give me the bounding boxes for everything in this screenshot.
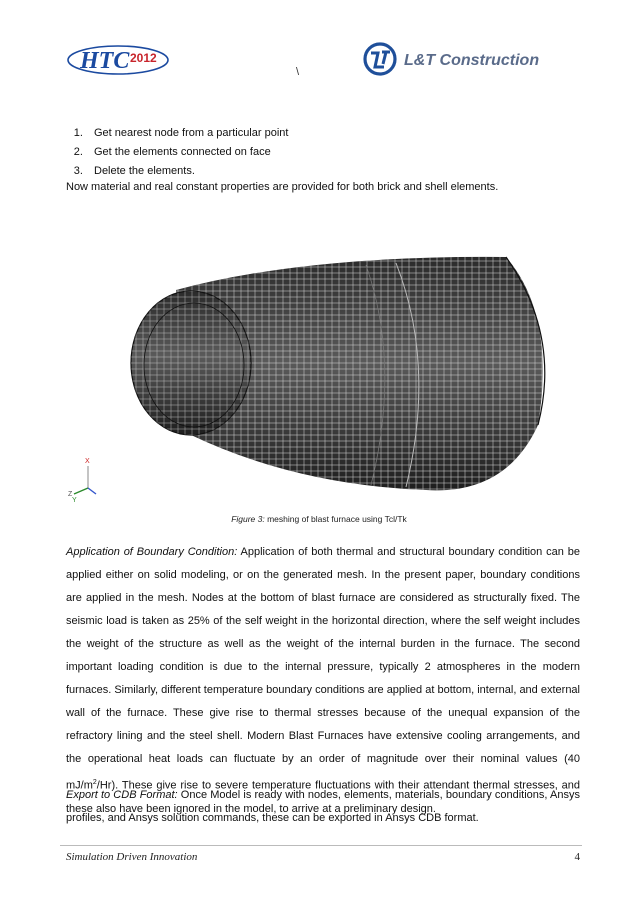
svg-text:Z: Z [68,491,73,498]
boundary-text-1: Application of both thermal and structural boundary condition can be applied either on solid modeling, or on the generated mesh. In the present paper, boundary conditions are applied in the mesh. Nodes at the bottom of blast furnace are considered as structurally fixed. The seismic load is taken as 25% of the self weight in the horizontal direction, where the self weight includes the weight of the structure as well as the weight of the internal burden in the furnace. The second important loading condition is due to the internal pressure, typically 2 atmospheres in the modern furnaces. Similarly, different temperature boundary conditions are applied at bottom, internal, and external wall of the furnace. These give rise to thermal stresses because of the unequal expansion of the refractory lining and the steel shell. Modern Blast Furnaces have extensive cooling arrangements, and the operational heat loads can fluctuate by an order of magnitude over their nominal values (40 mJ/m [66,546,580,792]
svg-text:L&T Construction: L&T Construction [404,52,540,69]
step-item: 1. Get nearest node from a particular point [86,124,288,143]
axes-triad-icon [66,450,106,505]
stray-character: \ [296,66,300,78]
svg-text:Y: Y [72,497,77,504]
caption-text: meshing of blast furnace using Tcl/Tk [264,514,407,524]
svg-text:X: X [85,458,90,465]
boundary-text-2: /Hr). These give rise to severe temperature fluctuations with their attendant thermal stresses, and these also have been ignored in the model, to arrive at a preliminary design. [66,779,580,815]
caption-label: Figure 3: [231,514,265,524]
boundary-condition-paragraph [66,541,580,821]
page-footer [66,851,580,863]
step-item: 2. Get the elements connected on face [86,143,288,162]
lt-construction-logo [362,40,552,80]
superscript: 2 [92,779,97,786]
export-heading: Export to CDB Format: [66,789,178,801]
intro-paragraph: Now material and real constant properties are provided for both brick and shell elements. [66,181,499,193]
svg-text:2012: 2012 [130,51,157,65]
figure-caption [0,514,638,524]
footer-divider [60,845,582,846]
step-item: 3. Delete the elements. [86,162,288,181]
boundary-heading: Application of Boundary Condition: [66,546,238,558]
page-number: 4 [574,851,580,863]
steps-list [66,124,288,181]
export-paragraph [66,784,580,830]
svg-text:HTC: HTC [80,48,130,74]
footer-title: Simulation Driven Innovation [66,851,198,863]
export-text: Once Model is ready with nodes, elements, materials, boundary conditions, Ansys profiles, and Ansys solution commands, these can be exported in Ansys CDB format. [66,789,580,824]
blast-furnace-mesh-figure [66,255,556,505]
htc-2012-logo [66,40,176,80]
